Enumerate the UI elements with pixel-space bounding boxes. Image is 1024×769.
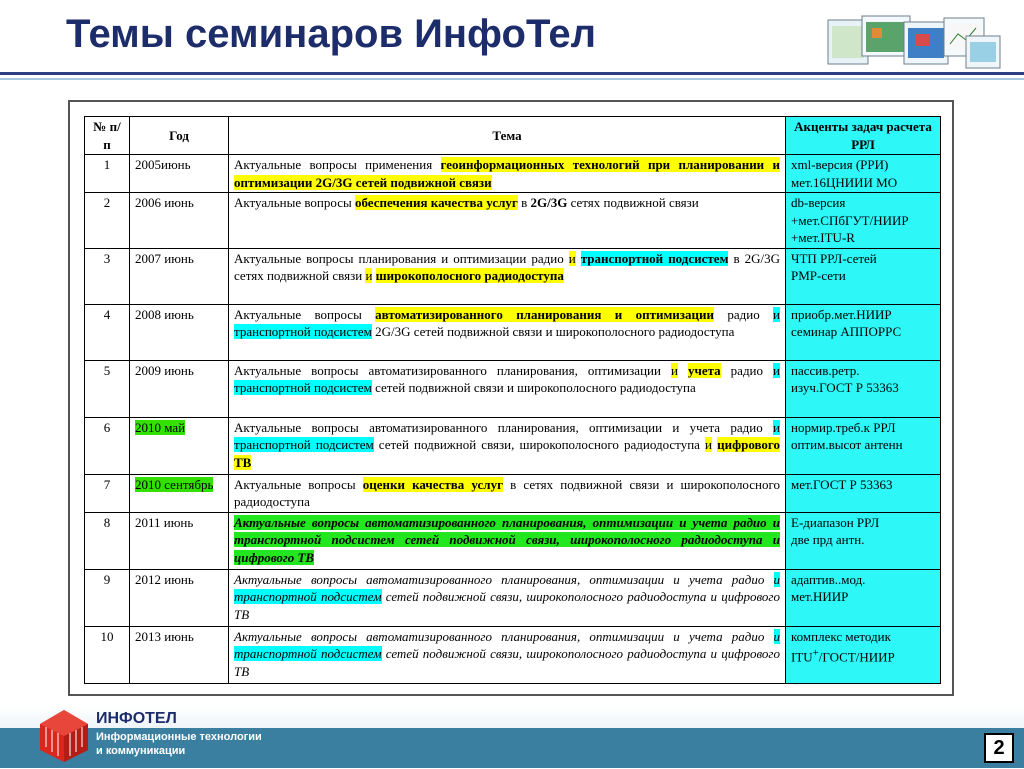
- row-topic: Актуальные вопросы применения геоинформационных технологий при планировании и оптимизации 2G/3G сетей подвижной связи: [229, 155, 786, 193]
- row-year: 2013 июнь: [130, 626, 229, 683]
- title-divider-light: [0, 78, 1024, 80]
- row-topic: Актуальные вопросы оценки качества услуг в сетях подвижной связи и широкополосного радиодоступа: [229, 474, 786, 512]
- row-year: [130, 417, 229, 474]
- year-highlight: 2010 сентябрь: [135, 476, 214, 492]
- row-year: 2011 июнь: [130, 512, 229, 569]
- row-topic: Актуальные вопросы автоматизированного планирования, оптимизации и учета радио и транспортной подсистем сетей подвижной связи, широкополосного радиодоступа и цифрового ТВ: [229, 512, 786, 569]
- table-header-row: [85, 117, 941, 155]
- row-num: 5: [85, 360, 130, 417]
- table-row: [85, 155, 941, 193]
- row-accents: пассив.ретр. изуч.ГОСТ Р 53363: [786, 360, 941, 417]
- table-row: [85, 474, 941, 512]
- table-row: [85, 626, 941, 683]
- row-accents: приобр.мет.НИИР семинар АППОРРС: [786, 304, 941, 360]
- row-accents: мет.ГОСТ Р 53363: [786, 474, 941, 512]
- table-row: [85, 248, 941, 304]
- row-accents: db-версия +мет.СПбГУТ/НИИР +мет.ITU-R: [786, 193, 941, 249]
- table-row: [85, 304, 941, 360]
- row-num: 4: [85, 304, 130, 360]
- row-num: 1: [85, 155, 130, 193]
- row-topic: Актуальные вопросы автоматизированного планирования, оптимизации и учета радио и транспортной подсистем сетей подвижной связи и широкополосного радиодоступа: [229, 360, 786, 417]
- row-year: [130, 474, 229, 512]
- footer-tagline-2: и коммуникации: [96, 745, 186, 757]
- year-highlight: 2010 май: [135, 419, 186, 435]
- page-number: 2: [984, 733, 1014, 763]
- row-accents: адаптив..мод. мет.НИИР: [786, 569, 941, 626]
- row-year: 2005июнь: [130, 155, 229, 193]
- row-num: 10: [85, 626, 130, 683]
- row-topic: Актуальные вопросы автоматизированного планирования, оптимизации и учета радио и транспортной подсистем сетей подвижной связи, широкополосного радиодоступа и цифрового ТВ: [229, 569, 786, 626]
- row-year: 2007 июнь: [130, 248, 229, 304]
- header-year: Год: [130, 117, 229, 155]
- page-title: Темы семинаров ИнфоТел: [66, 12, 597, 56]
- row-year: 2009 июнь: [130, 360, 229, 417]
- footer-brand: ИНФОТЕЛ: [96, 710, 177, 727]
- row-year: 2006 июнь: [130, 193, 229, 249]
- row-num: 6: [85, 417, 130, 474]
- infotel-logo-icon: [36, 708, 92, 764]
- row-year: 2008 июнь: [130, 304, 229, 360]
- footer-tagline-1: Информационные технологии: [96, 731, 262, 743]
- table-row: [85, 360, 941, 417]
- row-topic: Актуальные вопросы автоматизированного планирования, оптимизации и учета радио и транспортной подсистем сетей подвижной связи, широкополосного радиодоступа и цифрового ТВ: [229, 626, 786, 683]
- software-screens-icon: [826, 14, 1002, 70]
- row-topic: Актуальные вопросы планирования и оптимизации радио и транспортной подсистем в 2G/3G сетях подвижной связи и широкополосного радиодоступа: [229, 248, 786, 304]
- row-num: 7: [85, 474, 130, 512]
- table-row: [85, 417, 941, 474]
- table-row: [85, 569, 941, 626]
- row-num: 9: [85, 569, 130, 626]
- table-row: [85, 512, 941, 569]
- row-topic: Актуальные вопросы автоматизированного планирования, оптимизации и учета радио и транспортной подсистем сетей подвижной связи, широкополосного радиодоступа и цифрового ТВ: [229, 417, 786, 474]
- header-num: № п/п: [85, 117, 130, 155]
- row-topic: Актуальные вопросы автоматизированного планирования и оптимизации радио и транспортной подсистем 2G/3G сетей подвижной связи и широкополосного радиодоступа: [229, 304, 786, 360]
- row-num: 8: [85, 512, 130, 569]
- screenshot-thumbnails: [826, 14, 1002, 70]
- header-accents: Акценты задач расчета РРЛ: [786, 117, 941, 155]
- seminar-topics-table: [84, 116, 941, 684]
- row-num: 2: [85, 193, 130, 249]
- row-year: 2012 июнь: [130, 569, 229, 626]
- row-accents: комплекс методик ITU+/ГОСТ/НИИР: [786, 626, 941, 683]
- header-topic: Тема: [229, 117, 786, 155]
- title-divider: [0, 72, 1024, 75]
- row-accents: нормир.треб.к РРЛ оптим.высот антенн: [786, 417, 941, 474]
- row-accents: xml-версия (РРИ) мет.16ЦНИИИ МО: [786, 155, 941, 193]
- row-topic: Актуальные вопросы обеспечения качества услуг в 2G/3G сетях подвижной связи: [229, 193, 786, 249]
- row-accents: ЧТП РРЛ-сетей PMP-сети: [786, 248, 941, 304]
- row-num: 3: [85, 248, 130, 304]
- row-accents: Е-диапазон РРЛ две прд антн.: [786, 512, 941, 569]
- table-row: [85, 193, 941, 249]
